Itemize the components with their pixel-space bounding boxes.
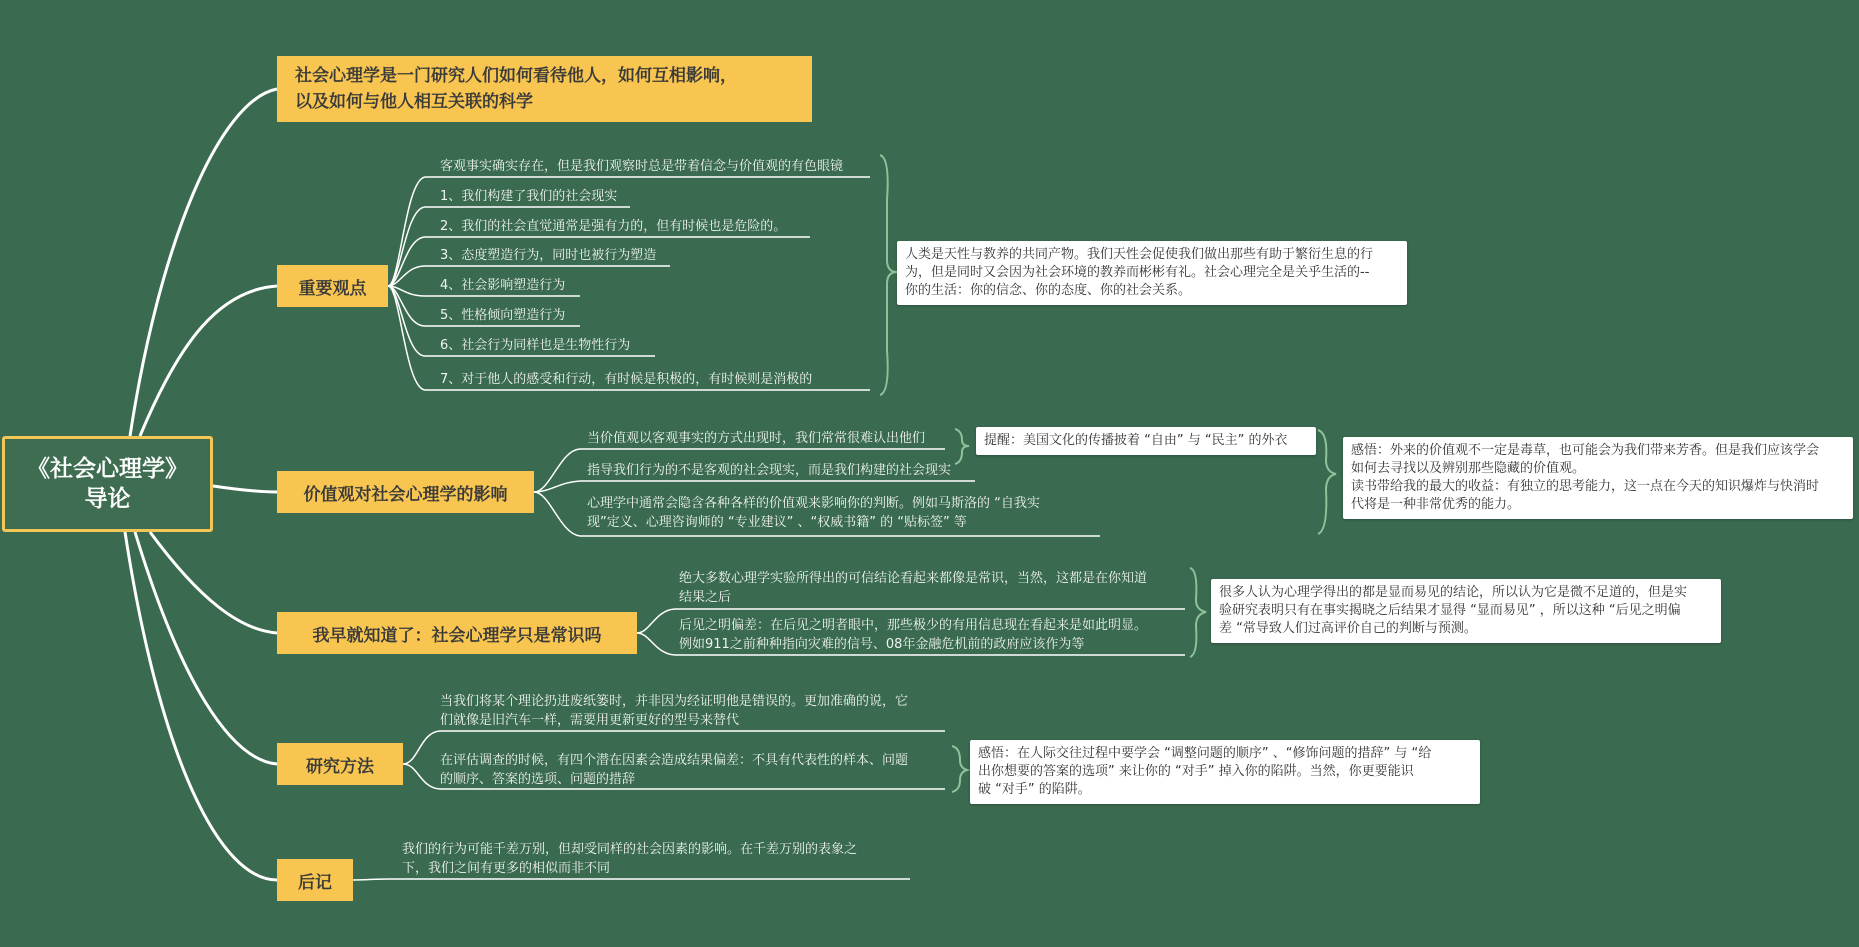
values-insight-note[interactable]: 感悟：外来的价值观不一定是毒草，也可能会为我们带来芳香。但是我们应该学会 如何去寻找以及辨别那些隐藏的价值观。 读书带给我的最大的收益：有独立的思考能力，这一点在今天的知识爆炸与快消时 代将是一种非常优秀的能力。 — [1343, 437, 1853, 519]
common-sense-item[interactable]: 绝大多数心理学实验所得出的可信结论看起来都像是常识，当然，这都是在你知道 结果之后 — [679, 571, 1148, 605]
branch-common-sense[interactable]: 我早就知道了：社会心理学只是常识吗 — [277, 612, 637, 654]
values-item[interactable]: 指导我们行为的不是客观的社会现实，而是我们构建的社会现实 — [587, 463, 952, 478]
branch-values[interactable]: 价值观对社会心理学的影响 — [277, 471, 534, 513]
common-sense-bracket — [1190, 568, 1206, 657]
values-note-bracket — [1318, 430, 1336, 534]
key-idea-item[interactable]: 客观事实确实存在，但是我们观察时总是带着信念与价值观的有色眼镜 — [440, 159, 844, 174]
connector-root-common-sense — [150, 532, 277, 633]
afterword-text[interactable]: 我们的行为可能千差万别，但却受同样的社会因素的影响。在千差万别的表象之 下，我们之间有更多的相似而非不同 — [402, 842, 858, 876]
connector-root-values — [213, 486, 277, 492]
methods-item[interactable]: 在评估调查的时候，有四个潜在因素会造成结果偏差：不具有代表性的样本、问题 的顺序、答案的选项、问题的措辞 — [440, 753, 909, 787]
key-idea-item[interactable]: 4、社会影响塑造行为 — [440, 278, 566, 293]
methods-note[interactable]: 感悟：在人际交往过程中要学会 “调整问题的顺序” 、“修饰问题的措辞” 与 “给 出你想要的答案的选项” 来让你的 “对手” 掉入你的陷阱。当然，你更要能识 破 “对手” 的陷阱。 — [970, 740, 1480, 804]
key-ideas-bracket — [880, 155, 897, 395]
key-idea-item[interactable]: 3、态度塑造行为，同时也被行为塑造 — [440, 248, 657, 263]
key-idea-item[interactable]: 7、对于他人的感受和行动，有时候是积极的，有时候则是消极的 — [440, 372, 813, 387]
root-topic[interactable]: 《社会心理学》 导论 — [2, 436, 213, 532]
values-reminder-note[interactable]: 提醒：美国文化的传播披着 “自由” 与 “民主” 的外衣 — [976, 427, 1316, 455]
branch-definition[interactable]: 社会心理学是一门研究人们如何看待他人，如何互相影响， 以及如何与他人相互关联的科学 — [277, 56, 812, 122]
key-idea-item[interactable]: 1、我们构建了我们的社会现实 — [440, 189, 618, 204]
key-ideas-note[interactable]: 人类是天性与教养的共同产物。我们天性会促使我们做出那些有助于繁衍生息的行 为，但是同时又会因为社会环境的教养而彬彬有礼。社会心理完全是关乎生活的-- 你的生活：你的信念、你的态度、你的社会关系。 — [897, 241, 1407, 305]
branch-afterword[interactable]: 后记 — [277, 859, 353, 901]
connector-root-key-ideas — [140, 286, 277, 436]
methods-item[interactable]: 当我们将某个理论扔进废纸篓时，并非因为经证明他是错误的。更加准确的说，它 们就像是旧汽车一样，需要用更新更好的型号来替代 — [440, 694, 909, 728]
key-idea-item[interactable]: 6、社会行为同样也是生物性行为 — [440, 338, 631, 353]
connector-root-definition — [130, 89, 277, 436]
values-item[interactable]: 心理学中通常会隐含各种各样的价值观来影响你的判断。例如马斯洛的 “自我实 现”定义、心理咨询师的 “专业建议” 、“权威书籍” 的 “贴标签” 等 — [587, 496, 1040, 530]
values-item[interactable]: 当价值观以客观事实的方式出现时，我们常常很难认出他们 — [587, 431, 926, 446]
common-sense-item[interactable]: 后见之明偏差：在后见之明者眼中，那些极少的有用信息现在看起来是如此明显。 例如911之前种种指向灾难的信号、08年金融危机前的政府应该作为等 — [679, 618, 1148, 652]
methods-bracket — [952, 746, 967, 792]
key-idea-item[interactable]: 2、我们的社会直觉通常是强有力的，但有时候也是危险的。 — [440, 219, 787, 234]
connector-root-methods — [135, 532, 277, 764]
values-reminder-bracket — [955, 429, 969, 464]
key-idea-item[interactable]: 5、性格倾向塑造行为 — [440, 308, 566, 323]
branch-key-ideas[interactable]: 重要观点 — [277, 265, 388, 307]
common-sense-note[interactable]: 很多人认为心理学得出的都是显而易见的结论，所以认为它是微不足道的，但是实 验研究表明只有在事实揭晓之后结果才显得 “显而易见” ，所以这种 “后见之明偏 差 “常导致人们过高评价自己的判断与预测。 — [1211, 579, 1721, 643]
afterword-connector — [353, 879, 390, 880]
branch-methods[interactable]: 研究方法 — [277, 743, 403, 785]
connector-root-afterword — [125, 532, 277, 880]
